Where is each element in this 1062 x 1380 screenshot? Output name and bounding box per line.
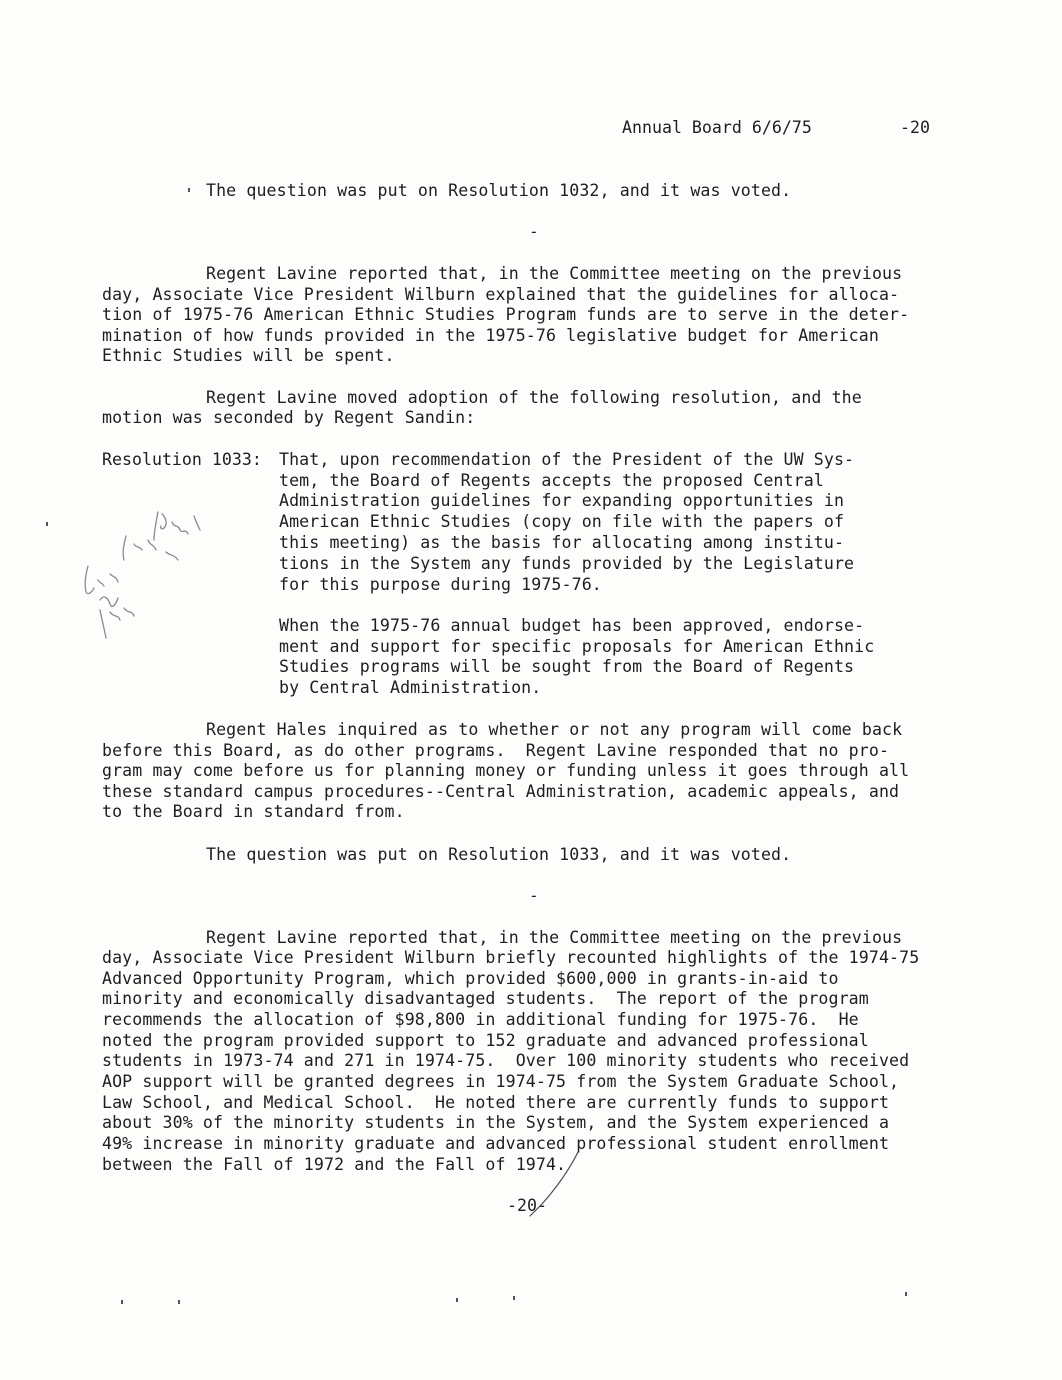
paragraph-line: The question was put on Resolution 1033, and it was voted. [206,845,792,864]
paragraph-line: day, Associate Vice President Wilburn explained that the guidelines for alloca- [102,285,900,304]
scan-speck [513,1296,515,1300]
resolution-line: by Central Administration. [279,678,542,697]
paragraph-line: Regent Lavine moved adoption of the following resolution, and the [206,388,862,407]
scan-speck [178,1300,180,1304]
scan-speck [121,1300,123,1304]
resolution-line: for this purpose during 1975-76. [279,575,602,594]
paragraph-line: Regent Lavine reported that, in the Committee meeting on the previous [206,928,903,947]
paragraph-line: motion was seconded by Regent Sandin: [102,408,476,427]
paragraph-line: day, Associate Vice President Wilburn briefly recounted highlights of the 1974-75 [102,948,920,967]
paragraph-line: before this Board, as do other programs. Regent Lavine responded that no pro- [102,741,890,760]
paragraph-line: to the Board in standard from. [102,802,405,821]
scan-speck [905,1292,907,1296]
section-separator: - [529,222,539,241]
page-header-title: Annual Board 6/6/75 [622,118,812,137]
resolution-line: this meeting) as the basis for allocating among institu- [279,533,845,552]
resolution-line: When the 1975-76 annual budget has been approved, endorse- [279,616,865,635]
paragraph-line: mination of how funds provided in the 1975-76 legislative budget for American [102,326,879,345]
resolution-line: tem, the Board of Regents accepts the proposed Central [279,471,824,490]
paragraph-line: these standard campus procedures--Central Administration, academic appeals, and [102,782,900,801]
scan-speck [46,522,48,526]
paragraph-line: AOP support will be granted degrees in 1974-75 from the System Graduate School, [102,1072,900,1091]
paragraph-line: between the Fall of 1972 and the Fall of 1974. [102,1155,567,1174]
page-header-number: -20 [900,118,930,137]
paragraph-line: about 30% of the minority students in the System, and the System experienced a [102,1113,890,1132]
paragraph-line: The question was put on Resolution 1032, and it was voted. [206,181,792,200]
paragraph-line: tion of 1975-76 American Ethnic Studies Program funds are to serve in the deter- [102,305,910,324]
paragraph-line: Regent Lavine reported that, in the Committee meeting on the previous [206,264,903,283]
resolution-line: Administration guidelines for expanding opportunities in [279,491,845,510]
paragraph-line: Advanced Opportunity Program, which provided $600,000 in grants-in-aid to [102,969,839,988]
section-separator: - [529,886,539,905]
paragraph-line: gram may come before us for planning money or funding unless it goes through all [102,761,910,780]
paragraph-line: noted the program provided support to 152 graduate and advanced professional [102,1031,869,1050]
scan-speck [188,188,190,192]
resolution-label: Resolution 1033: [102,450,262,469]
scan-speck [456,1298,458,1302]
resolution-line: tions in the System any funds provided by the Legislature [279,554,855,573]
resolution-line: ment and support for specific proposals for American Ethnic [279,637,875,656]
handwritten-annotation [70,500,230,650]
paragraph-line: recommends the allocation of $98,800 in additional funding for 1975-76. He [102,1010,859,1029]
paragraph-line: Law School, and Medical School. He noted there are currently funds to support [102,1093,890,1112]
page-footer-number: -20- [507,1196,547,1215]
resolution-line: That, upon recommendation of the President of the UW Sys- [279,450,855,469]
paragraph-line: Regent Hales inquired as to whether or not any program will come back [206,720,903,739]
paragraph-line: 49% increase in minority graduate and advanced professional student enrollment [102,1134,890,1153]
resolution-line: Studies programs will be sought from the Board of Regents [279,657,855,676]
resolution-line: American Ethnic Studies (copy on file with the papers of [279,512,845,531]
checkmark-annotation [520,1150,580,1220]
paragraph-line: Ethnic Studies will be spent. [102,346,395,365]
paragraph-line: students in 1973-74 and 271 in 1974-75. Over 100 minority students who received [102,1051,910,1070]
paragraph-line: minority and economically disadvantaged students. The report of the program [102,989,869,1008]
